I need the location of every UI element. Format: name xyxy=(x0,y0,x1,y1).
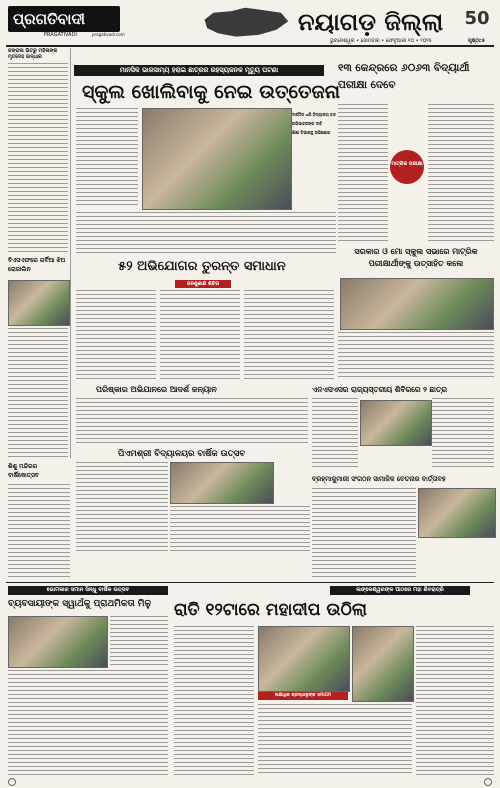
website: pragativadi.com xyxy=(92,32,125,37)
bottom-left-side xyxy=(110,616,168,666)
left-feature-headline: ବିଏସଏଫରେ ଗର୍ବିଆ ଝିଅ ରୋଜାଲିନ xyxy=(8,257,66,273)
anniversary-badge xyxy=(462,8,492,32)
exam-tag xyxy=(390,150,424,184)
bottom-kicker-left: ଭୋମକାର ସମାନ ସିନ୍ଧୁ ବାର୍ଷିକ ଉତ୍ସବ xyxy=(8,586,168,595)
nss-headline: ଏନଏସଏସର ରାଜ୍ୟସ୍ତରୀୟ ଶିବିରରେ ୨ ଛାତ୍ର xyxy=(312,385,448,394)
logo xyxy=(8,6,120,32)
shishu-body xyxy=(8,484,70,580)
grievance-body-2 xyxy=(160,290,240,380)
logo-text: ପ୍ରଗତିବାଦୀ xyxy=(13,10,86,28)
anniversary-number: 50 xyxy=(464,8,490,29)
exam-tag-label: ମାଟ୍ରିକ ପରୀକ୍ଷା xyxy=(391,161,423,167)
exam-headline-box xyxy=(338,60,494,100)
shishu-headline: ଶିଶୁ ମନ୍ଦିରର ବାର୍ଷିକୋତ୍ସବ xyxy=(8,463,39,479)
annual-headline: ପିଏମଶ୍ରୀ ବିଦ୍ୟାଳୟର ବାର୍ଷିକ ଉତ୍ସବ xyxy=(118,449,246,459)
edition-title: ନୟାଗଡ଼ ଜିଲ୍ଲା xyxy=(298,8,444,36)
lead-bullet: ଦୀର୍ଘଦିନ ଧରି ବିଦ୍ୟାଳୟ ବନ୍ଦ xyxy=(292,112,336,117)
registration-mark xyxy=(484,778,492,786)
brahma-body xyxy=(312,488,416,578)
bottom-left-photo xyxy=(8,616,108,668)
column-divider xyxy=(70,48,71,458)
exam-body-1 xyxy=(338,104,388,244)
matric-photo xyxy=(340,278,494,330)
bottom-right-body-2 xyxy=(258,704,412,776)
left-brief-headline: ଜଙ୍ଗଲ ଭିତରୁ ମହିଳାଙ୍କ ମୃତଦେହ ଉଦ୍ଧାର xyxy=(8,48,58,60)
map-icon xyxy=(200,6,290,40)
temple-photo xyxy=(352,626,414,702)
left-brief-body xyxy=(8,63,68,253)
bottom-right-photo xyxy=(258,626,350,692)
bottom-left-body xyxy=(8,670,168,775)
bottom-kicker-right: ଲଙ୍କେଶ୍ୱରଙ୍କ ପୀଠରେ ମହା ଶିବରାତ୍ରି xyxy=(330,586,470,595)
bottom-headline-right: ରାତି ୧୨ଟାରେ ମହାଦୀପ ଉଠିଲା xyxy=(174,600,367,620)
ticker-bar: ମାନସିକ ଭାରସାମ୍ୟ ହରାଇ ଛାତ୍ରର ରହସ୍ୟଜନକ ମୃତ୍ୟୁ ଘଟଣା xyxy=(74,65,324,76)
grievance-body-1 xyxy=(76,290,156,380)
annual-photo xyxy=(170,462,274,504)
grievance-body-3 xyxy=(244,290,334,380)
bottom-right-body-3 xyxy=(416,626,494,776)
lead-photo xyxy=(142,108,292,210)
matric-headline-box xyxy=(338,246,494,276)
date-line: ଭୁବନେଶ୍ୱର • ସୋମବାର • ଫେବୃଆରୀ ୧୦ • ୨୦୨୫ xyxy=(330,38,432,44)
annual-body xyxy=(76,462,168,552)
bottom-tag: ଲକ୍ଷାଧିକ ଶ୍ରଦ୍ଧାଳୁଙ୍କ ସମାଗମ xyxy=(258,692,348,700)
exam-headline: ୧୩ କେନ୍ଦ୍ରରେ ୬୦୬୩ ବିଦ୍ୟାର୍ଥୀ ପରୀକ୍ଷା ଦେବେ xyxy=(338,62,470,91)
left-feature-body xyxy=(8,328,68,458)
cleanliness-headline: ପରିଷ୍କାର ଅଭିଯାନରେ ଆଦର୍ଶ ଜନ୍ୟାନ xyxy=(96,385,217,394)
grievance-headline: ୫୨ ଅଭିଯୋଗର ତୁରନ୍ତ ସମାଧାନ xyxy=(118,259,286,274)
grievance-tag-label: ଜନଶୁଣାଣି ଶିବିର xyxy=(187,281,219,287)
nss-photo xyxy=(360,400,432,446)
bottom-headline-left: ବ୍ୟବସାୟୀଙ୍କ ସ୍ୱାର୍ଥକୁ ପ୍ରାଥମିକତା ମିଳୁ xyxy=(8,599,151,609)
lead-col-1 xyxy=(76,108,138,208)
left-brief xyxy=(8,48,68,253)
lead-bullets xyxy=(292,112,336,135)
registration-mark xyxy=(8,778,16,786)
annual-body-2 xyxy=(170,506,310,552)
masthead-divider xyxy=(6,45,494,47)
page-number: ପୃଷ୍ଠା:୫ xyxy=(468,38,486,44)
exam-body-2 xyxy=(428,104,494,244)
bottom-right-body-1 xyxy=(174,626,254,776)
grievance-tag xyxy=(175,280,231,288)
nss-body-2 xyxy=(432,398,494,470)
left-feature-photo xyxy=(8,280,70,326)
lead-bullet: ଶିକ୍ଷା ବିଭାଗକୁ ଅଭିଯୋଗ xyxy=(292,130,331,135)
matric-body xyxy=(338,332,494,380)
nss-body-1 xyxy=(312,398,358,470)
brahma-photo xyxy=(418,488,496,538)
cleanliness-body xyxy=(76,398,308,444)
bottom-divider xyxy=(6,582,494,583)
logo-sub: PRAGATIVADI xyxy=(44,32,77,38)
matric-headline: ସରକାର ଓ ମୋ ସ୍କୁଲ ସଭାରେ ମାଟ୍ରିକ ପରୀକ୍ଷାର୍ଥୀଙ୍କୁ ଉତ୍ସାହିତ କଲେ xyxy=(354,247,478,268)
brahma-headline: ବ୍ରହ୍ମାକୁମାରୀ ସଂଗଠନ ସାମାଜିକ ଚେତନାର ବାର୍ତ୍ତାବହ xyxy=(312,475,446,483)
lead-bullet: ଅଭିଭାବକଙ୍କ ଦାବି xyxy=(292,121,323,126)
lead-body xyxy=(76,212,336,254)
lead-headline: ସ୍କୁଲ ଖୋଲିବାକୁ ନେଇ ଉତ୍ତେଜନା xyxy=(82,81,340,103)
